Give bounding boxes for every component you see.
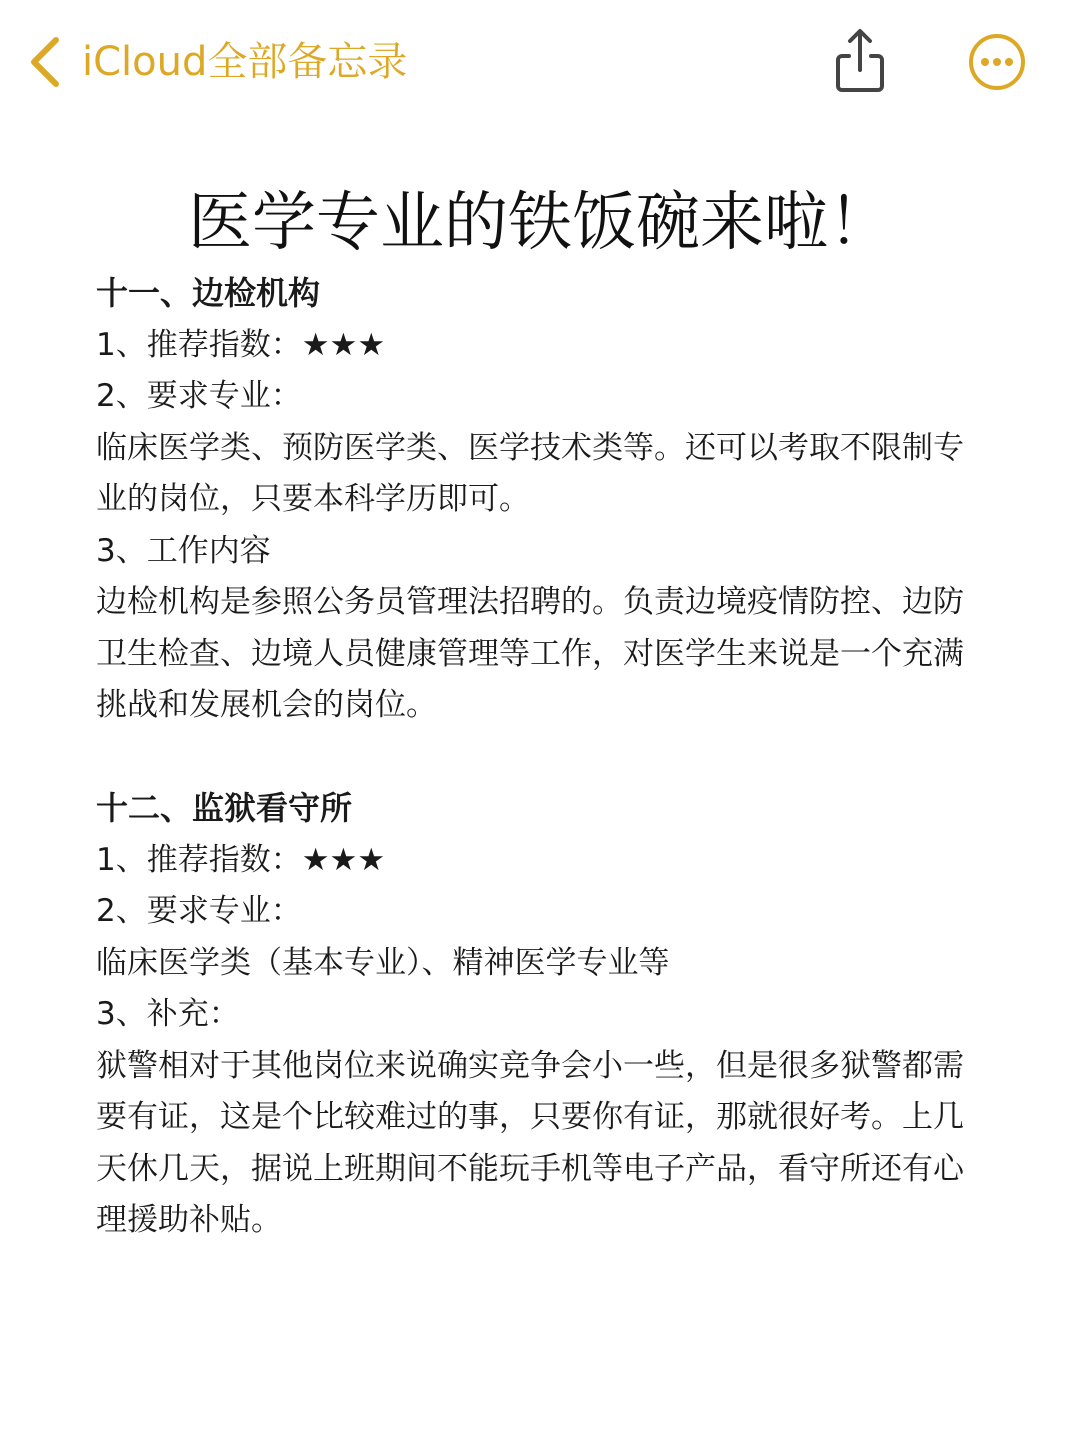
- share-button[interactable]: [830, 26, 890, 96]
- navigation-bar: [0, 0, 1080, 120]
- chevron-left-icon: [28, 36, 62, 88]
- extra-text: 狱警相对于其他岗位来说确实竞争会小一些，但是很多狱警都需要有证，这是个比较难过的事，只要你有证，那就很好考。上几天休几天，据说上班期间不能玩手机等电子产品，看守所还有心理援助补贴。: [96, 1047, 964, 1238]
- ellipsis-circle-icon: [967, 32, 1027, 92]
- section-spacer: [96, 732, 976, 784]
- major-text: 临床医学类、预防医学类、医学技术类等。还可以考取不限制专业的岗位，只要本科学历即可。: [96, 429, 964, 517]
- rating-label: 1、推荐指数：: [96, 326, 302, 363]
- section-heading: 十一、边检机构: [96, 274, 321, 312]
- rating-row: [96, 835, 976, 887]
- major-label: 2、要求专业：: [96, 893, 302, 929]
- note-title: 医学专业的铁饭碗来啦！: [188, 185, 892, 260]
- extra-text: 边检机构是参照公务员管理法招聘的。负责边境疫情防控、边防卫生检查、边境人员健康管理等工作，对医学生来说是一个充满挑战和发展机会的岗位。: [96, 584, 964, 723]
- rating-row: [96, 320, 976, 372]
- extra-label: 3、补充：: [96, 996, 240, 1032]
- major-label: 2、要求专业：: [96, 378, 302, 414]
- extra-label: 3、工作内容: [96, 532, 271, 569]
- more-button[interactable]: [967, 32, 1027, 92]
- share-icon: [830, 26, 890, 96]
- rating-stars: ★★★: [301, 841, 386, 878]
- back-label[interactable]: iCloud全部备忘录: [82, 39, 408, 85]
- rating-stars: ★★★: [301, 326, 386, 363]
- section-heading: 十二、监狱看守所: [96, 789, 353, 827]
- rating-label: 1、推荐指数：: [96, 841, 302, 878]
- back-button[interactable]: [28, 34, 407, 90]
- major-text: 临床医学类（基本专业）、精神医学专业等: [96, 944, 670, 981]
- note-body[interactable]: [96, 268, 976, 1247]
